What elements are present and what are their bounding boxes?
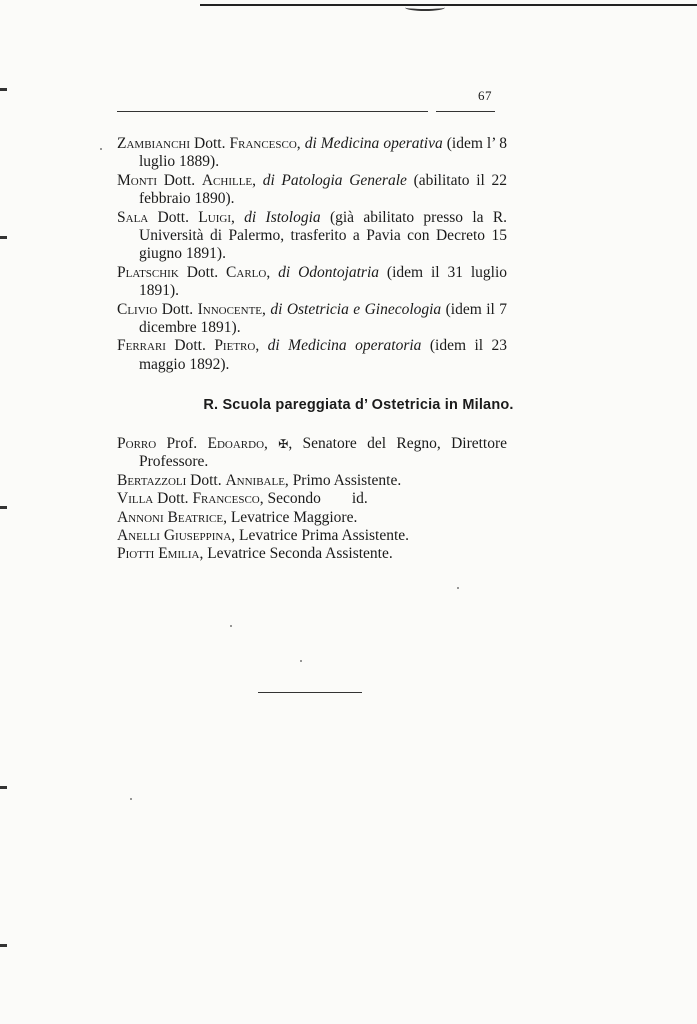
scan-speck xyxy=(300,660,302,662)
academic-title: Dott. xyxy=(163,171,196,189)
academic-title: Dott. xyxy=(157,208,189,226)
section-title: R. Scuola pareggiata d’ Ostetricia in Milano. xyxy=(203,397,514,413)
given-name: Giuseppina, xyxy=(163,527,236,545)
binding-mark xyxy=(0,236,7,239)
entry-details: (abilitato il 22 febbraio 1890). xyxy=(139,171,507,208)
subject: di Ostetricia e Ginecologia xyxy=(270,300,442,318)
given-name: Pietro, xyxy=(214,337,260,355)
scan-top-mark xyxy=(405,4,445,11)
entry-details: Secondo id. xyxy=(263,490,368,508)
staff-entry xyxy=(117,490,507,508)
faculty-entry xyxy=(117,135,507,172)
header-rule xyxy=(117,111,428,112)
surname: Zambianchi xyxy=(117,135,191,152)
entry-details: Levatrice Maggiore. xyxy=(226,508,358,526)
scan-speck xyxy=(100,148,102,150)
scan-speck xyxy=(230,625,232,627)
subject: di Patologia Generale xyxy=(262,171,407,189)
academic-title: Dott. xyxy=(157,490,189,508)
given-name: Beatrice, xyxy=(167,508,227,526)
academic-title: Dott. xyxy=(186,263,219,281)
academic-title: Prof. xyxy=(166,435,198,452)
header-rule xyxy=(436,111,495,112)
academic-title: Dott. xyxy=(174,337,206,355)
academic-title: Dott. xyxy=(161,300,194,318)
given-name: Francesco, xyxy=(192,490,264,508)
faculty-entry xyxy=(117,301,507,338)
entry-details: Primo Assistente. xyxy=(288,471,402,489)
entry-details: (idem il 23 maggio 1892). xyxy=(139,337,508,373)
scan-speck xyxy=(457,587,459,589)
surname: Bertazzoli xyxy=(117,471,187,489)
scan-top-border xyxy=(200,4,697,6)
binding-mark xyxy=(0,786,7,789)
surname: Porro xyxy=(117,435,157,452)
order-cross-icon: ✠ xyxy=(278,437,289,451)
binding-mark xyxy=(0,944,7,947)
staff-entry xyxy=(117,509,507,527)
subject: di Istologia xyxy=(244,208,321,226)
entry-details: (idem il 7 dicembre 1891). xyxy=(139,300,507,337)
surname: Sala xyxy=(117,208,149,226)
given-name: Achille, xyxy=(201,171,257,189)
faculty-list xyxy=(117,135,507,374)
given-name: Annibale, xyxy=(225,471,289,489)
entry-details: Levatrice Seconda Assistente. xyxy=(203,545,393,563)
staff-list xyxy=(117,435,507,564)
given-name: Emilia, xyxy=(158,545,204,563)
page-number: 67 xyxy=(478,88,492,103)
staff-entry xyxy=(117,435,507,472)
entry-details: , Senatore del Regno, Direttore Professore. xyxy=(139,435,508,471)
end-rule xyxy=(258,692,362,693)
given-name: Francesco, xyxy=(229,135,301,152)
given-name: Luigi, xyxy=(198,208,235,226)
surname: Annoni xyxy=(117,508,164,526)
faculty-entry xyxy=(117,209,507,264)
given-name: Edoardo, xyxy=(207,435,268,452)
given-name: Carlo, xyxy=(226,263,271,281)
subject: di Medicina operatoria xyxy=(267,337,422,355)
entry-details: (già abilitato presso la R. Università di Palermo, trasferito a Pavia con Decreto 15 giugno 1891). xyxy=(139,208,508,263)
surname: Anelli xyxy=(117,527,160,545)
staff-entry xyxy=(117,545,507,563)
entry-details: (idem il 31 luglio 1891). xyxy=(139,263,508,300)
faculty-entry xyxy=(117,172,507,209)
binding-mark xyxy=(0,88,7,91)
surname: Clivio xyxy=(117,300,158,318)
surname: Villa xyxy=(117,490,154,508)
academic-title: Dott. xyxy=(190,471,222,489)
staff-entry xyxy=(117,472,507,490)
entry-details: (idem l’ 8 luglio 1889). xyxy=(139,135,507,171)
scan-speck xyxy=(130,798,132,800)
surname: Ferrari xyxy=(117,337,166,355)
entry-details: Levatrice Prima Assistente. xyxy=(235,527,410,545)
faculty-entry xyxy=(117,264,507,301)
surname: Monti xyxy=(117,171,158,189)
subject: di Medicina operativa xyxy=(304,135,443,152)
binding-mark xyxy=(0,506,7,509)
staff-entry xyxy=(117,527,507,545)
surname: Platschik xyxy=(117,263,179,281)
surname: Piotti xyxy=(117,545,155,563)
faculty-entry xyxy=(117,337,507,374)
academic-title: Dott. xyxy=(194,135,226,152)
subject: di Odontojatria xyxy=(278,263,380,281)
given-name: Innocente, xyxy=(197,300,266,318)
